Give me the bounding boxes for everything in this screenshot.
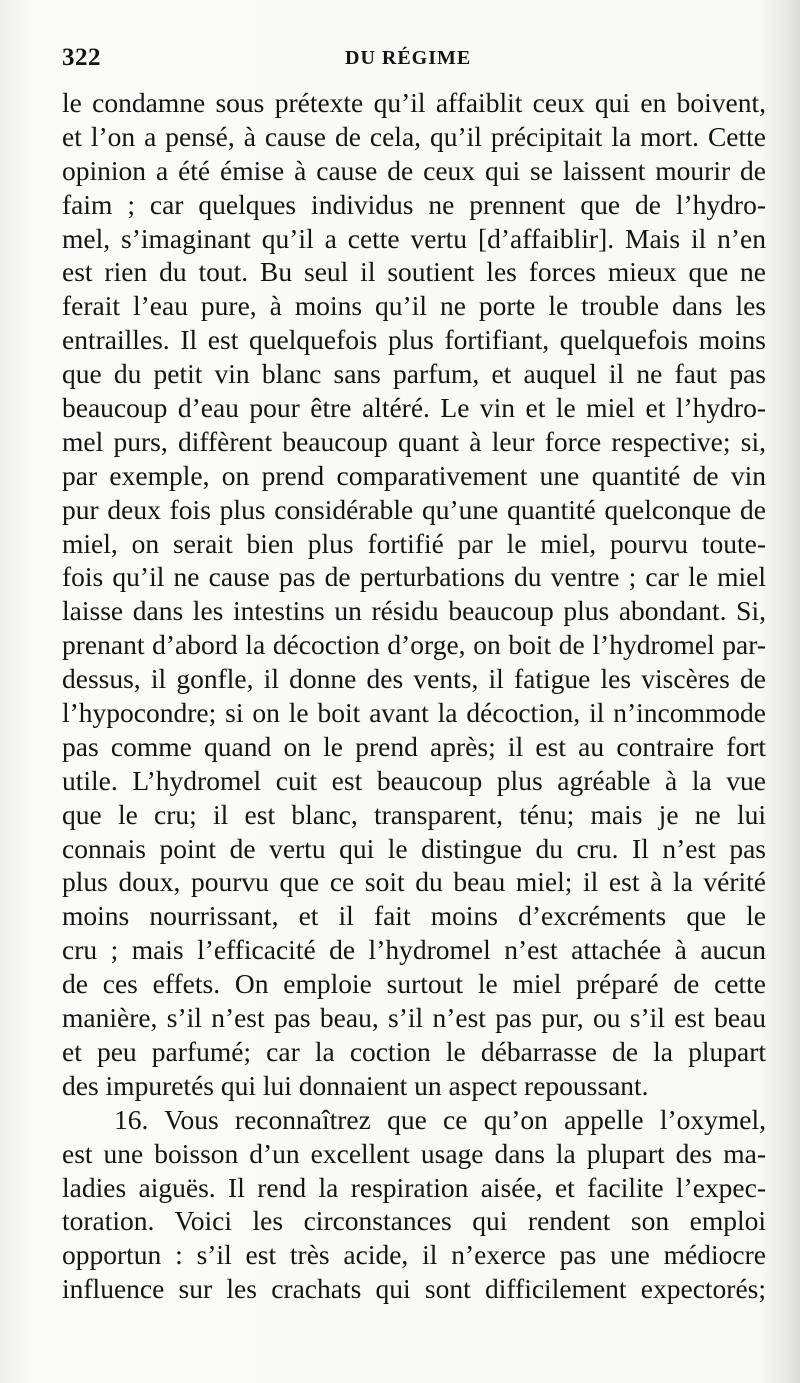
page-header <box>62 44 782 80</box>
text-line: par exemple, on prend comparativement une quantité de vin <box>62 459 766 491</box>
text-line: prenant d’abord la décoction d’orge, on boit de l’hydromel par- <box>62 629 766 661</box>
text-line: cru ; mais l’efficacité de l’hydromel n’est attachée à aucun <box>62 934 766 966</box>
text-line: dessus, il gonfle, il donne des vents, il fatigue les viscères de <box>62 663 766 695</box>
text-line: le condamne sous prétexte qu’il affaiblit ceux qui en boivent, <box>62 87 766 118</box>
text-line: utile. L’hydromel cuit est beaucoup plus agréable à la vue <box>62 764 766 796</box>
paragraph-first-line: 16. Vous reconnaîtrez que ce qu’on appelle l’oxymel, <box>114 1103 766 1135</box>
text-line: beaucoup d’eau pour être altéré. Le vin et le miel et l’hydro- <box>62 392 766 424</box>
text-line: de ces effets. On emploie surtout le miel préparé de cette <box>62 968 766 1000</box>
text-line: l’hypocondre; si on le boit avant la décoction, il n’incommode <box>62 697 766 729</box>
text-line: toration. Voici les circonstances qui rendent son emploi <box>62 1205 766 1237</box>
text-line: est rien du tout. Bu seul il soutient les forces mieux que ne <box>62 256 766 288</box>
text-line: plus doux, pourvu que ce soit du beau miel; il est à la vérité <box>62 866 766 898</box>
page-number: 322 <box>62 44 101 71</box>
text-line: ladies aiguës. Il rend la respiration aisée, et facilite l’expec- <box>62 1171 766 1203</box>
text-line: ferait l’eau pure, à moins qu’il ne porte le trouble dans les <box>62 290 766 322</box>
text-line: faim ; car quelques individus ne prennent que de l’hydro- <box>62 188 766 220</box>
text-line: et l’on a pensé, à cause de cela, qu’il précipitait la mort. Cette <box>62 120 766 152</box>
text-line: connais point de vertu qui le distingue du cru. Il n’est pas <box>62 832 766 864</box>
text-line: mel purs, diffèrent beaucoup quant à leur force respective; si, <box>62 425 766 457</box>
text-line: est une boisson d’un excellent usage dans la plupart des ma- <box>62 1137 766 1169</box>
running-head: DU RÉGIME <box>345 47 472 69</box>
text-line: miel, on serait bien plus fortifié par le miel, pourvu toute- <box>62 527 766 559</box>
text-line: et peu parfumé; car la coction le débarrasse de la plupart <box>62 1035 766 1067</box>
text-line: opinion a été émise à cause de ceux qui se laissent mourir de <box>62 154 766 186</box>
text-line: pas comme quand on le prend après; il est au contraire fort <box>62 730 766 762</box>
text-line: que le cru; il est blanc, transparent, ténu; mais je ne lui <box>62 798 766 830</box>
paragraph-last-line: des impuretés qui lui donnaient un aspect repoussant. <box>62 1069 649 1101</box>
text-line: laisse dans les intestins un résidu beaucoup plus abondant. Si, <box>62 595 766 627</box>
body-text <box>62 86 766 1306</box>
text-line: pur deux fois plus considérable qu’une quantité quelconque de <box>62 493 766 525</box>
text-line: fois qu’il ne cause pas de perturbations du ventre ; car le miel <box>62 561 766 593</box>
text-line: moins nourrissant, et il fait moins d’excréments que le <box>62 900 766 932</box>
text-line: manière, s’il n’est pas beau, s’il n’est pas pur, ou s’il est beau <box>62 1002 766 1034</box>
text-line: mel, s’imaginant qu’il a cette vertu [d’affaiblir]. Mais il n’en <box>62 222 766 254</box>
text-line: entrailles. Il est quelquefois plus fortifiant, quelquefois moins <box>62 324 766 356</box>
text-line: opportun : s’il est très acide, il n’exerce pas une médiocre <box>62 1239 766 1271</box>
text-line: influence sur les crachats qui sont difficilement expectorés; <box>62 1273 766 1305</box>
text-line: que du petit vin blanc sans parfum, et auquel il ne faut pas <box>62 358 766 390</box>
